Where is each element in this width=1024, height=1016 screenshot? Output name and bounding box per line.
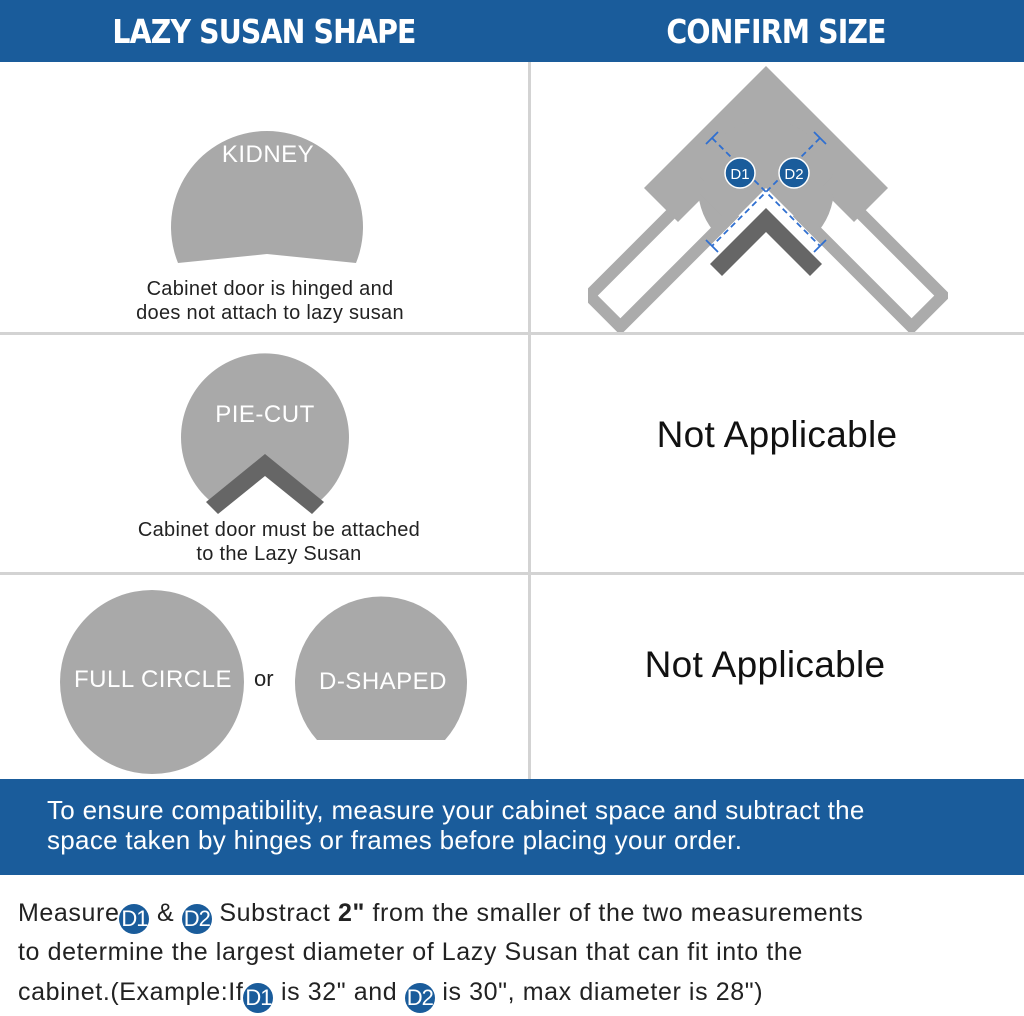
instructions-line1 xyxy=(18,898,1018,934)
corner-cabinet-diagram xyxy=(588,64,948,332)
or-text: or xyxy=(254,666,274,691)
instructions-rest-text: from the smaller of the two measurements xyxy=(372,899,864,927)
d1-footer-badge: D1 xyxy=(119,904,149,934)
confirm-size-heading: CONFIRM SIZE xyxy=(666,12,886,51)
amount-text: 2" xyxy=(337,899,365,927)
d2-example-badge: D2 xyxy=(405,983,435,1013)
kidney-label: KIDNEY xyxy=(221,141,315,168)
pie-cut-caption-line1: Cabinet door must be attached xyxy=(137,519,421,541)
row-divider-1 xyxy=(0,332,1024,335)
pie-cut-caption-line2: to the Lazy Susan xyxy=(196,543,362,565)
notice-text xyxy=(47,795,1007,855)
d1-example-badge: D1 xyxy=(243,983,273,1013)
pie-cut-shape-fill xyxy=(181,353,349,507)
lazy-susan-shape-heading: LAZY SUSAN SHAPE xyxy=(112,12,416,51)
amp-text: & xyxy=(157,899,175,927)
pie-cut-shape xyxy=(170,350,360,520)
kidney-caption-line1: Cabinet door is hinged and xyxy=(146,278,394,300)
substract-text: Substract xyxy=(219,899,331,927)
d-shaped-label: D-SHAPED xyxy=(318,668,448,695)
pie-cut-label: PIE-CUT xyxy=(215,401,315,428)
example-text-b: is 32" and xyxy=(280,978,398,1006)
circle-confirm-text: Not Applicable xyxy=(644,644,886,685)
d2-footer-badge: D2 xyxy=(182,904,212,934)
pie-cut-confirm-text: Not Applicable xyxy=(656,414,898,455)
notice-line2: space taken by hinges or frames before placing your order. xyxy=(47,825,743,855)
d1-badge-label: D1 xyxy=(730,166,750,183)
measure-text: Measure xyxy=(18,899,120,927)
notice-line1: To ensure compatibility, measure your cabinet space and subtract the xyxy=(47,795,865,825)
example-text-a: cabinet.(Example:If xyxy=(18,978,244,1006)
kidney-shape xyxy=(150,90,390,270)
kidney-caption-line2: does not attach to lazy susan xyxy=(136,302,404,324)
example-text-c: is 30", max diameter is 28") xyxy=(442,978,764,1006)
row-divider-2 xyxy=(0,572,1024,575)
instructions-line2: to determine the largest diameter of Lazy Susan that can fit into the xyxy=(18,938,803,966)
d2-badge-label: D2 xyxy=(784,166,804,183)
instructions-line3 xyxy=(18,977,1018,1013)
full-circle-label: FULL CIRCLE xyxy=(74,666,232,693)
